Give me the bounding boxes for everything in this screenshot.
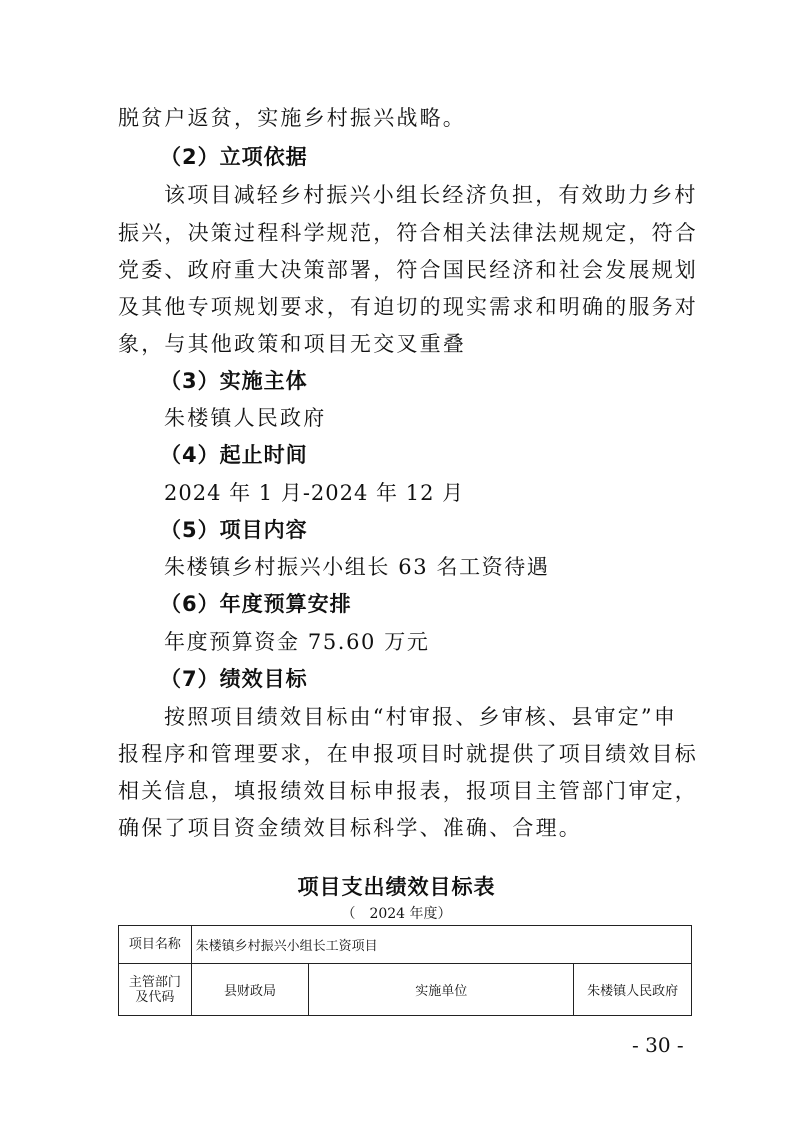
paragraph-line: 年度预算资金 75.60 万元 (164, 630, 430, 654)
impl-unit-value: 朱楼镇人民政府 (574, 964, 692, 1016)
section-heading-basis: （2）立项依据 (160, 145, 308, 169)
paragraph-line: 朱楼镇乡村振兴小组长 63 名工资待遇 (164, 555, 550, 579)
impl-unit-label: 实施单位 (309, 964, 574, 1016)
page-number: - 30 - (632, 1033, 684, 1057)
project-name-label: 项目名称 (119, 926, 192, 964)
dept-value: 县财政局 (191, 964, 309, 1016)
paragraph-line: 按照项目绩效目标由“村审报、乡审核、县审定”申 (164, 705, 678, 729)
paragraph-line: 相关信息，填报绩效目标申报表，报项目主管部门审定， (118, 779, 698, 803)
section-heading-goals: （7）绩效目标 (160, 667, 308, 691)
performance-goal-table (118, 925, 692, 1016)
paragraph-line: 朱楼镇人民政府 (164, 406, 327, 430)
project-name-value: 朱楼镇乡村振兴小组长工资项目 (191, 926, 691, 964)
paragraph-line: 振兴，决策过程科学规范，符合相关法律法规规定，符合 (118, 221, 698, 245)
paragraph-line: 报程序和管理要求，在申报项目时就提供了项目绩效目标 (118, 742, 698, 766)
paragraph-line: 脱贫户返贫，实施乡村振兴战略。 (118, 106, 466, 130)
paragraph-line: 及其他专项规划要求，有迫切的现实需求和明确的服务对 (118, 295, 698, 319)
table-row (119, 964, 692, 1016)
paragraph-line: 该项目减轻乡村振兴小组长经济负担，有效助力乡村 (164, 183, 698, 207)
section-heading-budget: （6）年度预算安排 (160, 592, 352, 616)
dept-code-label: 主管部门及代码 (119, 964, 192, 1016)
table-title: 项目支出绩效目标表 (297, 875, 496, 899)
section-heading-entity: （3）实施主体 (160, 369, 308, 393)
paragraph-line: 确保了项目资金绩效目标科学、准确、合理。 (118, 816, 582, 840)
table-row (119, 926, 692, 964)
paragraph-line: 2024 年 1 月-2024 年 12 月 (164, 481, 465, 505)
table-subtitle: （ 2024 年度） (341, 906, 452, 922)
paragraph-line: 象，与其他政策和项目无交叉重叠 (118, 332, 466, 356)
section-heading-period: （4）起止时间 (160, 443, 308, 467)
section-heading-content: （5）项目内容 (160, 518, 308, 542)
paragraph-line: 党委、政府重大决策部署，符合国民经济和社会发展规划 (118, 258, 698, 282)
